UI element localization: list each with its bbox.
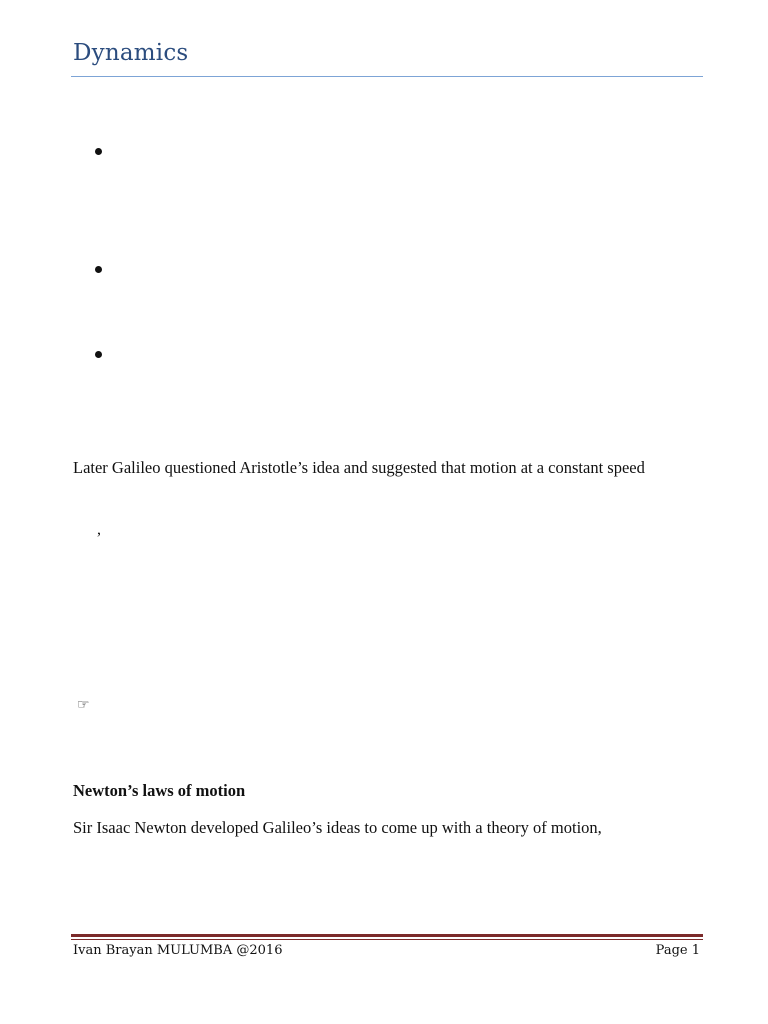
newton-paragraph: Sir Isaac Newton developed Galileo’s ideas to come up with a theory of motion, [73,818,602,837]
footer-author: Ivan Brayan MULUMBA @2016 [73,943,283,958]
stray-comma: , [97,521,101,538]
page-title: Dynamics [73,40,189,66]
pointing-hand-icon: ☞ [77,697,90,713]
bullet-dot-icon [95,266,102,273]
bullet-dot-icon [95,148,102,155]
section-heading: Newton’s laws of motion [73,781,246,800]
footer-divider-thick [71,934,703,937]
header-divider [71,76,703,77]
page-number: Page 1 [655,943,700,958]
galileo-paragraph: Later Galileo questioned Aristotle’s idea and suggested that motion at a constant speed [73,458,645,477]
footer-divider-thin [71,939,703,940]
bullet-dot-icon [95,351,102,358]
